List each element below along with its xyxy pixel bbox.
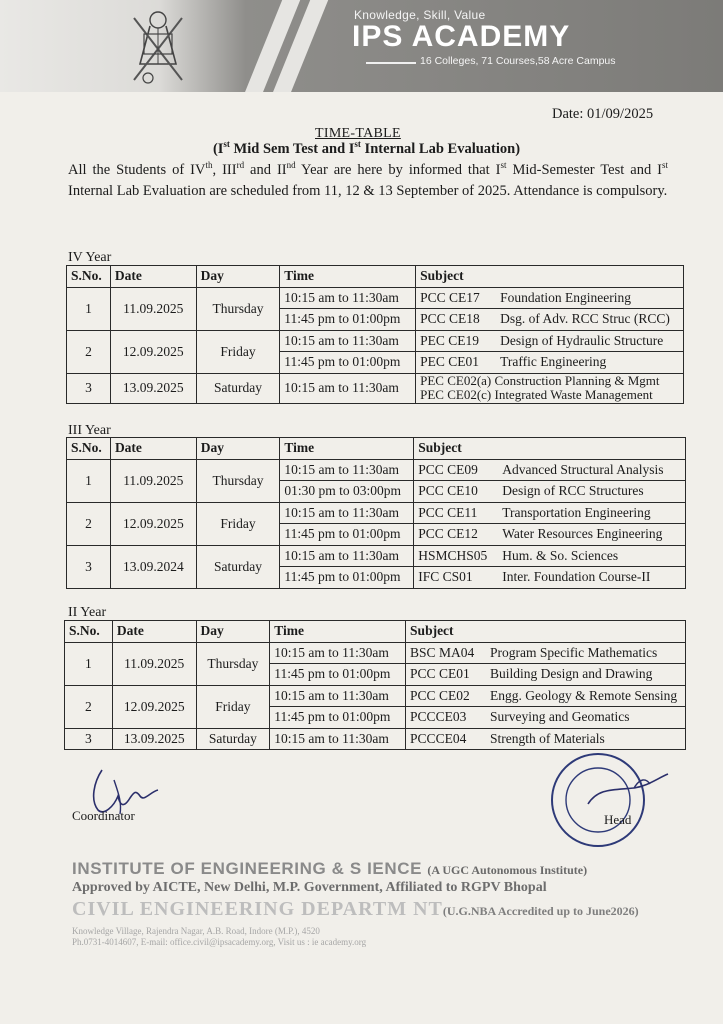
cell-time: 10:15 am to 11:30am: [280, 545, 414, 567]
cell-date: 12.09.2025: [110, 330, 196, 373]
cell-time: 11:45 pm to 01:00pm: [280, 352, 416, 374]
cell-day: Friday: [196, 685, 270, 728]
cell-date: 13.09.2025: [110, 373, 196, 403]
subject-code: PCC CE18: [420, 311, 480, 327]
header-day: Day: [196, 438, 280, 460]
cell-subject: [414, 545, 686, 567]
header-subject: Subject: [416, 266, 684, 288]
subject-name: Design of Hydraulic Structure: [500, 332, 664, 348]
subject-name: Hum. & So. Sciences: [502, 547, 619, 563]
timetable-ii-year: [64, 620, 686, 750]
department-seal-icon: [538, 748, 688, 858]
table-row: [67, 373, 684, 403]
cell-time: 10:15 am to 11:30am: [280, 502, 414, 524]
subject-code: PEC CE01: [420, 354, 479, 370]
subject-code: PCC CE01: [410, 666, 470, 682]
cell-time: 10:15 am to 11:30am: [270, 642, 406, 664]
header-day: Day: [196, 266, 280, 288]
header-sno: S.No.: [67, 438, 111, 460]
timetable-iv-year: [66, 265, 684, 404]
section-label-iv-year: IV Year: [68, 250, 112, 265]
coordinator-label: Coordinator: [72, 808, 135, 823]
cell-subject: [416, 352, 684, 374]
cell-sno: 1: [65, 642, 113, 685]
institute-name-part: INSTITUTE OF ENGINEERING & S: [72, 859, 362, 878]
cell-subject: [416, 330, 684, 352]
ips-logo-icon: [120, 4, 198, 86]
header-date: Date: [110, 266, 196, 288]
header-time: Time: [280, 438, 414, 460]
cell-day: Thursday: [196, 642, 270, 685]
cell-time: 11:45 pm to 01:00pm: [280, 309, 416, 331]
institute-note: (A UGC Autonomous Institute): [427, 863, 588, 877]
table-row: [67, 330, 684, 352]
cell-date: 13.09.2025: [112, 728, 196, 750]
header-subject: Subject: [406, 621, 686, 643]
header-date: Date: [110, 438, 196, 460]
cell-sno: 1: [67, 459, 111, 502]
cell-time: 10:15 am to 11:30am: [280, 330, 416, 352]
subject-name: Traffic Engineering: [500, 354, 607, 370]
cell-date: 11.09.2025: [110, 459, 196, 502]
page-subtitle: (Ist Mid Sem Test and Ist Internal Lab Evaluation): [212, 139, 521, 157]
cell-sno: 2: [65, 685, 113, 728]
subject-name: Inter. Foundation Course-II: [502, 569, 651, 585]
cell-day: Thursday: [196, 287, 280, 330]
cell-date: 12.09.2025: [112, 685, 196, 728]
head-label: Head: [604, 812, 632, 827]
subject-name: Water Resources Engineering: [502, 526, 663, 542]
cell-time: 10:15 am to 11:30am: [280, 373, 416, 403]
subject-name: Program Specific Mathematics: [490, 644, 658, 660]
cell-day: Friday: [196, 502, 280, 545]
cell-subject: [406, 664, 686, 686]
brand-name: IPS ACADEMY: [352, 20, 571, 53]
table-row: [67, 502, 686, 524]
table-row: [67, 287, 684, 309]
brand-divider: [366, 62, 416, 64]
cell-sno: 2: [67, 330, 111, 373]
cell-subject: [414, 567, 686, 589]
cell-time: 11:45 pm to 01:00pm: [280, 567, 414, 589]
table-header-row: [67, 438, 686, 460]
cell-time: 11:45 pm to 01:00pm: [270, 664, 406, 686]
table-header-row: [67, 266, 684, 288]
cell-time: 10:15 am to 11:30am: [280, 459, 414, 481]
department-name-part: CIVIL ENGINEERING DEPARTM: [72, 898, 408, 920]
cell-subject: [406, 685, 686, 707]
header-time: Time: [280, 266, 416, 288]
subject-code: PCC CE17: [420, 289, 480, 305]
cell-subject: [416, 287, 684, 309]
subject-code: BSC MA04: [410, 644, 475, 660]
contact-line: Ph.0731-4014607, E-mail: office.civil@ipsacademy.org, Visit us : ie academy.org: [72, 937, 367, 947]
cell-day: Saturday: [196, 373, 280, 403]
cell-day: Saturday: [196, 728, 270, 750]
table-row: [67, 545, 686, 567]
cell-date: 11.09.2025: [110, 287, 196, 330]
approval-line: Approved by AICTE, New Delhi, M.P. Government, Affiliated to RGPV Bhopal: [72, 880, 547, 895]
subject-name: Transportation Engineering: [502, 504, 651, 520]
subject-code: PCC CE09: [418, 461, 478, 477]
subject-code: PEC CE19: [420, 332, 479, 348]
cell-subject: [414, 524, 686, 546]
header-date: Date: [112, 621, 196, 643]
page-title: TIME-TABLE: [315, 126, 401, 141]
header-sno: S.No.: [67, 266, 111, 288]
cell-time: 01:30 pm to 03:00pm: [280, 481, 414, 503]
subject-code: PCCCE04: [410, 730, 467, 746]
header-day: Day: [196, 621, 270, 643]
subject-name: Dsg. of Adv. RCC Struc (RCC): [500, 311, 670, 327]
cell-sno: 2: [67, 502, 111, 545]
cell-subject: [406, 728, 686, 750]
table-row: [65, 685, 686, 707]
subject-name: Engg. Geology & Remote Sensing: [490, 687, 678, 703]
cell-sno: 3: [65, 728, 113, 750]
cell-date: 11.09.2025: [112, 642, 196, 685]
cell-day: Friday: [196, 330, 280, 373]
cell-subject: [406, 707, 686, 729]
subject-code: PCC CE10: [418, 483, 478, 499]
subject-name: Advanced Structural Analysis: [502, 461, 664, 477]
header-time: Time: [270, 621, 406, 643]
subject-name: Design of RCC Structures: [502, 483, 644, 499]
subject-name: Surveying and Geomatics: [490, 709, 630, 725]
cell-subject: [414, 502, 686, 524]
subject-name: Building Design and Drawing: [490, 666, 653, 682]
cell-subject: [416, 309, 684, 331]
subject-code: HSMCHS05: [418, 547, 488, 563]
table-header-row: [65, 621, 686, 643]
cell-time: 10:15 am to 11:30am: [280, 287, 416, 309]
header-subject: Subject: [414, 438, 686, 460]
notice-paragraph: All the Students of IVth, IIIrd and IInd Year are here by informed that Ist Mid-Semester Test and Ist Internal Lab Evaluation are scheduled from 11, 12 & 13 September of 2025. Attendance is compulsory.: [68, 160, 669, 199]
cell-day: Saturday: [196, 545, 280, 588]
cell-subject: [406, 642, 686, 664]
notice-date: Date: 01/09/2025: [552, 106, 654, 122]
section-label-ii-year: II Year: [68, 605, 107, 620]
cell-time: 11:45 pm to 01:00pm: [270, 707, 406, 729]
section-label-iii-year: III Year: [68, 423, 111, 438]
department-note: (U.G.NBA Accredited up to June2026): [442, 904, 639, 918]
brand-tagline: 16 Colleges, 71 Courses,58 Acre Campus: [420, 55, 616, 67]
cell-date: 12.09.2025: [110, 502, 196, 545]
department-name: [72, 898, 639, 921]
brand-slogan: Knowledge, Skill, Value: [354, 8, 486, 22]
letterhead-banner: [0, 0, 723, 92]
cell-sno: 1: [67, 287, 111, 330]
table-row: [65, 642, 686, 664]
cell-subject: [414, 481, 686, 503]
subject-code: IFC CS01: [418, 569, 473, 585]
subject-name: Strength of Materials: [490, 730, 605, 746]
cell-sno: 3: [67, 545, 111, 588]
cell-time: 11:45 pm to 01:00pm: [280, 524, 414, 546]
cell-time: 10:15 am to 11:30am: [270, 685, 406, 707]
subject-line: PEC CE02(a) Construction Planning & Mgmt: [420, 373, 660, 388]
subject-line: PEC CE02(c) Integrated Waste Management: [420, 387, 653, 402]
subject-code: PCC CE02: [410, 687, 470, 703]
timetable-iii-year: [66, 437, 686, 589]
institute-name-part: IENCE: [367, 859, 423, 878]
subject-code: PCCCE03: [410, 709, 467, 725]
address-line: Knowledge Village, Rajendra Nagar, A.B. Road, Indore (M.P.), 4520: [72, 926, 320, 936]
cell-sno: 3: [67, 373, 111, 403]
cell-date: 13.09.2024: [110, 545, 196, 588]
cell-time: 10:15 am to 11:30am: [270, 728, 406, 750]
department-name-part: NT: [413, 898, 443, 920]
table-row: [65, 728, 686, 750]
cell-day: Thursday: [196, 459, 280, 502]
cell-subject: [416, 373, 684, 403]
table-row: [67, 459, 686, 481]
institute-name: [72, 859, 587, 879]
subject-name: Foundation Engineering: [500, 289, 631, 305]
subject-code: PCC CE11: [418, 504, 478, 520]
cell-subject: [414, 459, 686, 481]
subject-code: PCC CE12: [418, 526, 478, 542]
header-sno: S.No.: [65, 621, 113, 643]
